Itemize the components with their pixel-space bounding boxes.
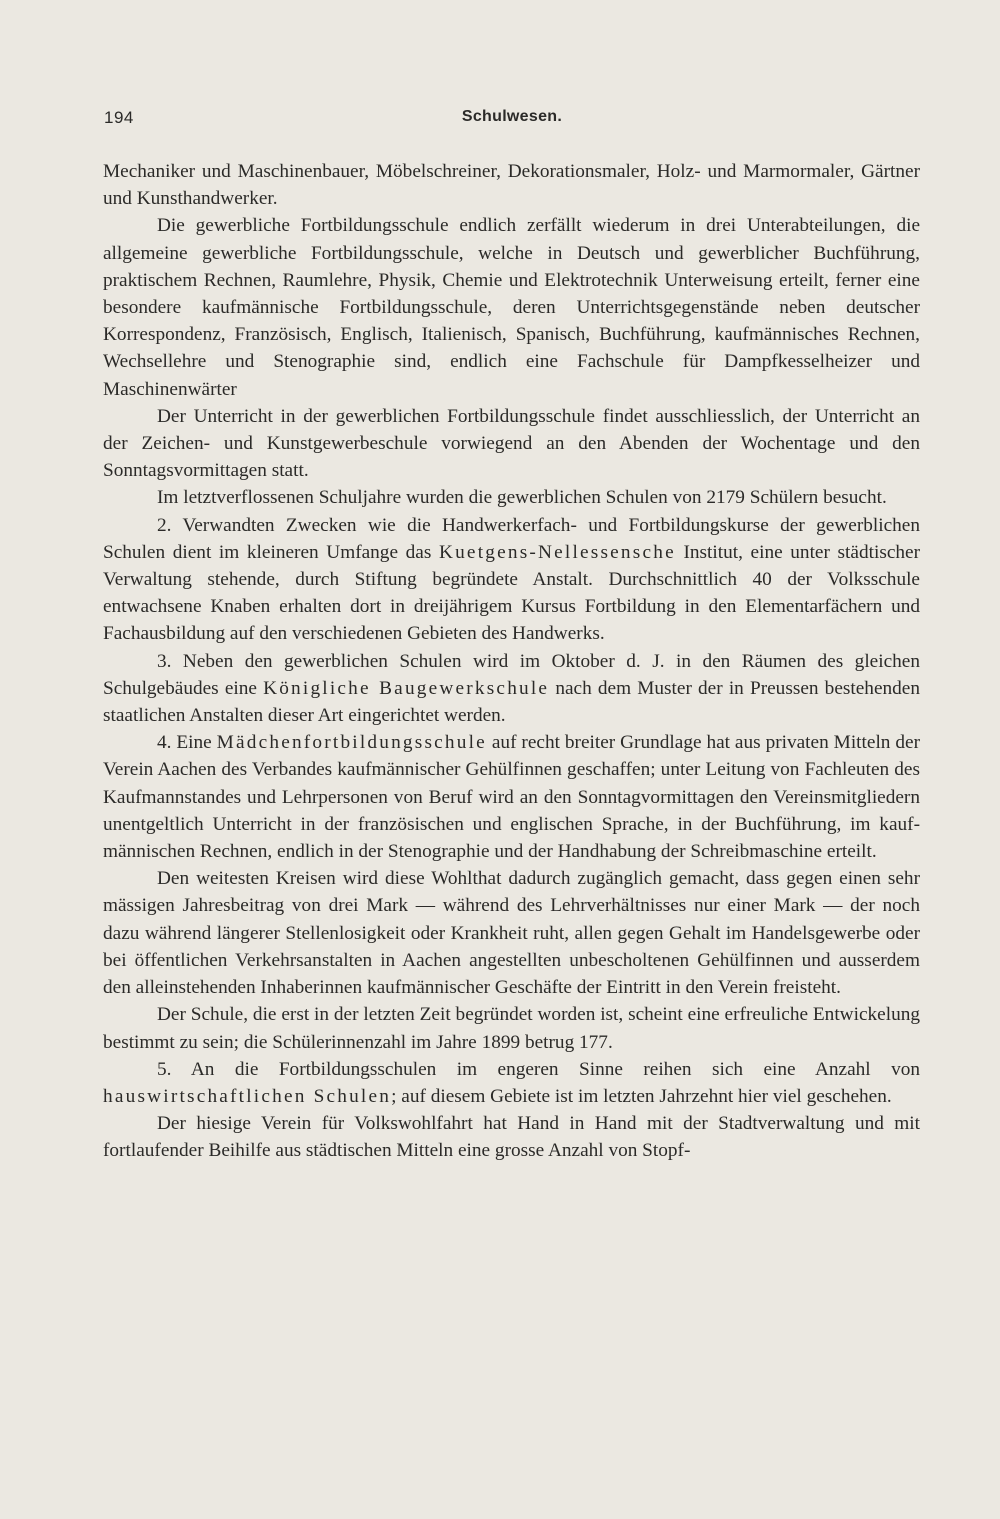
paragraph [103,1001,920,1055]
paragraph [103,212,920,402]
paragraph-text: Der hiesige Verein für Volkswohlfahrt hat Hand in Hand mit der Stadtverwaltung und mit fortlaufender Beihilfe aus städtischen Mitteln eine grosse Anzahl von Stopf- [103,1113,920,1162]
page-number: 194 [104,108,134,127]
emphasized-text: hauswirtschaftlichen Schulen [103,1085,392,1107]
paragraph-text: 2. Verwandten Zwecken wie die Handwerkerfach- und Fortbildungskurse der gewerblichen Schulen dient im kleineren Umfange das [103,514,920,563]
paragraph-text: Mechaniker und Maschinenbauer, Möbelschreiner, Dekorationsmaler, Holz- und Marmormaler, Gärtner und Kunsthandwerker. [103,161,920,210]
paragraph [103,648,920,730]
paragraph-text: 5. An die Fortbildungsschulen im engeren Sinne reihen sich eine Anzahl von [157,1058,920,1080]
emphasized-text: Königliche Baugewerkschule [263,677,550,699]
paragraph-text: Den weitesten Kreisen wird diese Wohlthat dadurch zugänglich gemacht, dass gegen einen sehr mässigen Jahresbeitrag von drei Mark — während des Lehrverhältnisses nur einer Mark — der noch dazu während längerer Stellenlosigkeit oder Krankheit ruht, allen gegen Gehalt im Handelsgewerbe oder bei öffentlichen Verkehrsanstalten in Aachen angestellten unbescholtenen Gehülfinnen und ausserdem den alleinstehenden Inhaberinnen kaufmännischer Geschäfte der Eintritt in den Verein freisteht. [103,868,920,999]
paragraph-text: Der Schule, die erst in der letzten Zeit begründet worden ist, scheint eine erfreuliche Entwickelung bestimmt zu sein; die Schülerinnenzahl im Jahre 1899 betrug 177. [103,1004,920,1053]
paragraph [103,865,920,1001]
paragraph-text: Der Unterricht in der gewerblichen Fortbildungsschule findet ausschliesslich, der Unterricht an der Zeichen- und Kunstgewerbeschule vorwiegend an den Abenden der Wochentage und den Sonntagsvormittagen statt. [103,405,920,482]
emphasized-text: Kuetgens-Nellessensche [438,541,676,563]
page-header [104,108,920,132]
paragraph-text: Im letztverflossenen Schuljahre wurden die gewerblichen Schulen von 2179 Schülern besucht. [157,487,887,509]
paragraph [103,484,920,511]
paragraph [103,729,920,865]
running-head: Schulwesen. [461,108,563,125]
paragraph-text: auf recht breiter Grundlage hat aus privaten Mitteln der Verein Aachen des Verbandes kaufmännischer Gehülfinnen geschaffen; unter Leitung von Fachleuten des Kaufmannstandes und Lehrpersonen von Beruf wird an den Sonntagvormittagen den Vereinsmitgliedern unentgeltlich Unterricht in der französischen und englischen Sprache, in der Buchführung, im kaufmännischen Rechnen, endlich in der Stenographie und der Handhabung der Schreibmaschine erteilt. [103,732,920,863]
paragraph [103,512,920,648]
paragraph-text: Die gewerbliche Fortbildungsschule endlich zerfällt wiederum in drei Unterabteilungen, die allgemeine gewerbliche Fortbildungsschule, welche in Deutsch und gewerblicher Buchführung, praktischem Rechnen, Raumlehre, Physik, Chemie und Elektrotechnik Unterweisung erteilt, ferner eine besondere kaufmännische Fortbildungsschule, deren Unterrichtsgegenstände neben deutscher Korrespondenz, Französisch, Englisch, Italienisch, Spanisch, Buchführung, kaufmännisches Rechnen, Wechsellehre und Stenographie sind, endlich eine Fachschule für Dampfkesselheizer und Maschinenwärter [103,215,920,400]
paragraph [103,1110,920,1164]
paragraph [103,158,920,212]
body-text [103,158,920,1165]
paragraph [103,1056,920,1110]
paragraph-text: 4. Eine [157,732,217,754]
paragraph-text: 3. Neben den gewerblichen Schulen wird im Oktober d. J. in den Räumen des gleichen Schulgebäudes eine [103,650,920,699]
emphasized-text: Mädchenfortbildungsschule [216,732,487,754]
paragraph [103,403,920,485]
paragraph-text: Institut, eine unter städtischer Verwaltung stehende, durch Stiftung begründete Anstalt. Durchschnittlich 40 der Volksschule entwachsene Knaben erhalten dort in dreijährigem Kursus Fortbildung in den Elementarfächern und Fachausbildung auf den verschiedenen Gebieten des Handwerks. [103,541,920,645]
paragraph-text: ; auf diesem Gebiete ist im letzten Jahrzehnt hier viel geschehen. [391,1085,892,1107]
paragraph-text: nach dem Muster der in Preussen bestehenden staatlichen Anstalten dieser Art eingerichtet werden. [103,677,920,727]
